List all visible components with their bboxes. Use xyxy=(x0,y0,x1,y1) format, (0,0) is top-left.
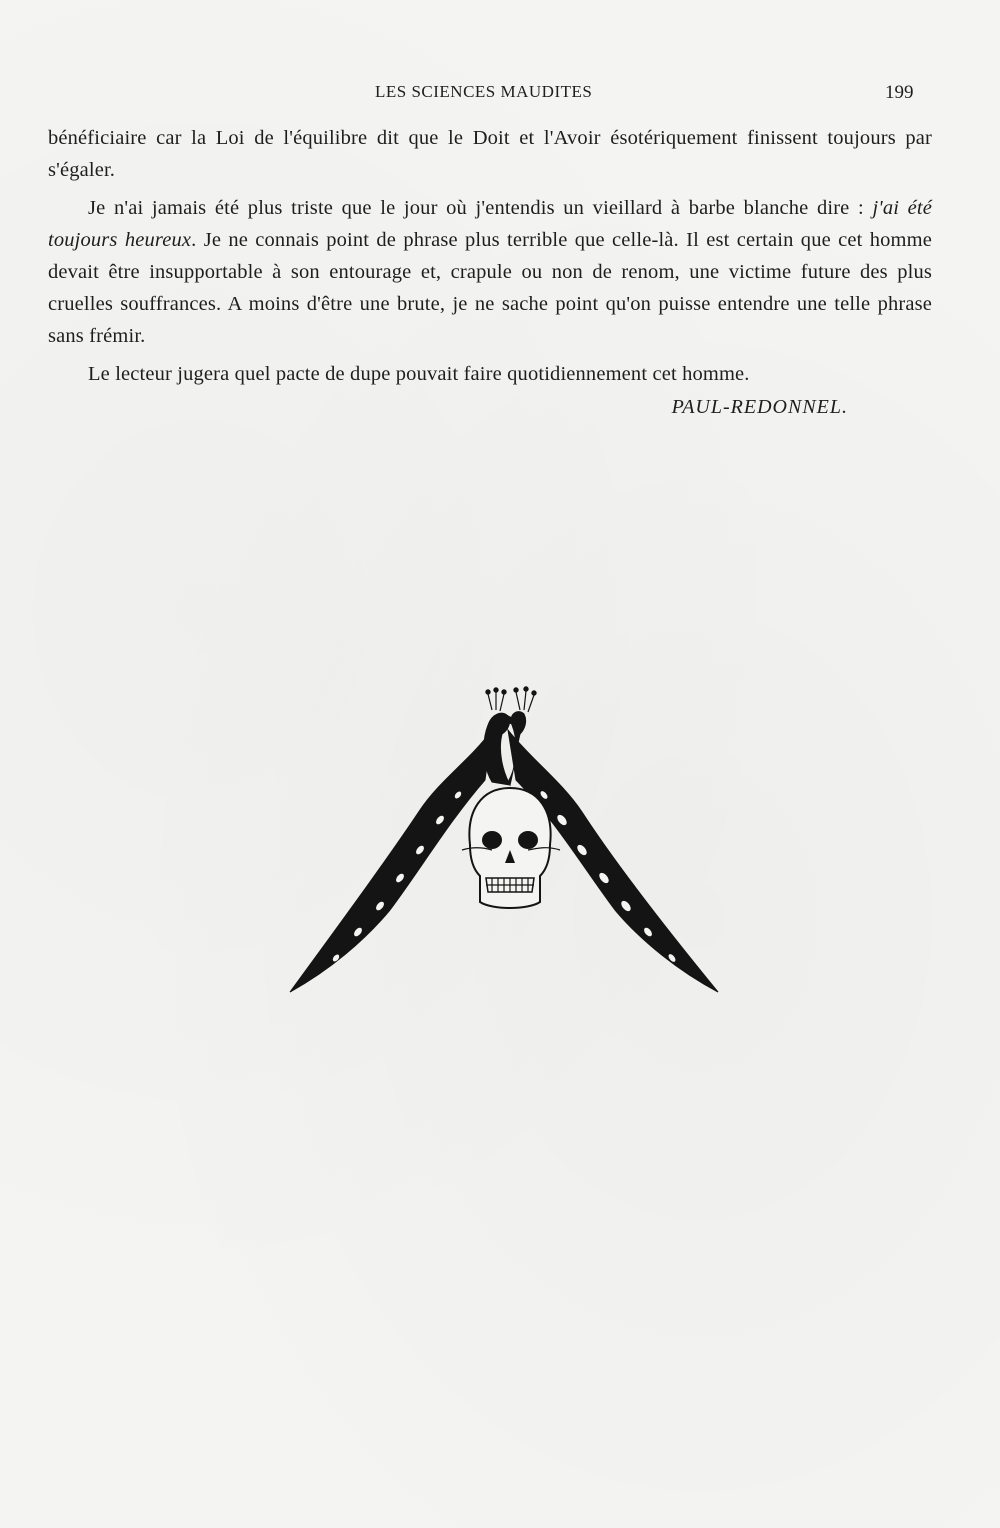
article-body xyxy=(48,122,932,390)
paragraph-lecteur: Le lecteur jugera quel pacte de dupe pouvait faire quotidiennement cet homme. xyxy=(88,363,750,385)
peacocks-skull-vignette-icon xyxy=(270,670,730,1000)
page-number: 199 xyxy=(885,82,914,103)
running-header xyxy=(0,80,1000,106)
running-title: LES SCIENCES MAUDITES xyxy=(375,82,593,101)
author-signature: PAUL-REDONNEL. xyxy=(671,396,848,418)
quote-heureux: j'ai été toujours heureux xyxy=(48,197,932,251)
paragraph-vieillard xyxy=(48,192,932,352)
paragraph-continued: bénéficiaire car la Loi de l'équilibre dit que le Doit et l'Avoir ésotériquement finissent toujours par s'égaler. xyxy=(48,127,932,181)
paragraph-vieillard-end: . Je ne connais point de phrase plus terrible que celle-là. Il est certain que cet homme devait être insupportable à son entourage et, crapule ou non de renom, une victime future des plus cruelles souffrances. A moins d'être une brute, je ne sache point qu'on puisse entendre une telle phrase sans frémir. xyxy=(48,229,932,347)
paragraph-vieillard-start: Je n'ai jamais été plus triste que le jour où j'entendis un vieillard à barbe blanche dire : xyxy=(88,197,873,219)
